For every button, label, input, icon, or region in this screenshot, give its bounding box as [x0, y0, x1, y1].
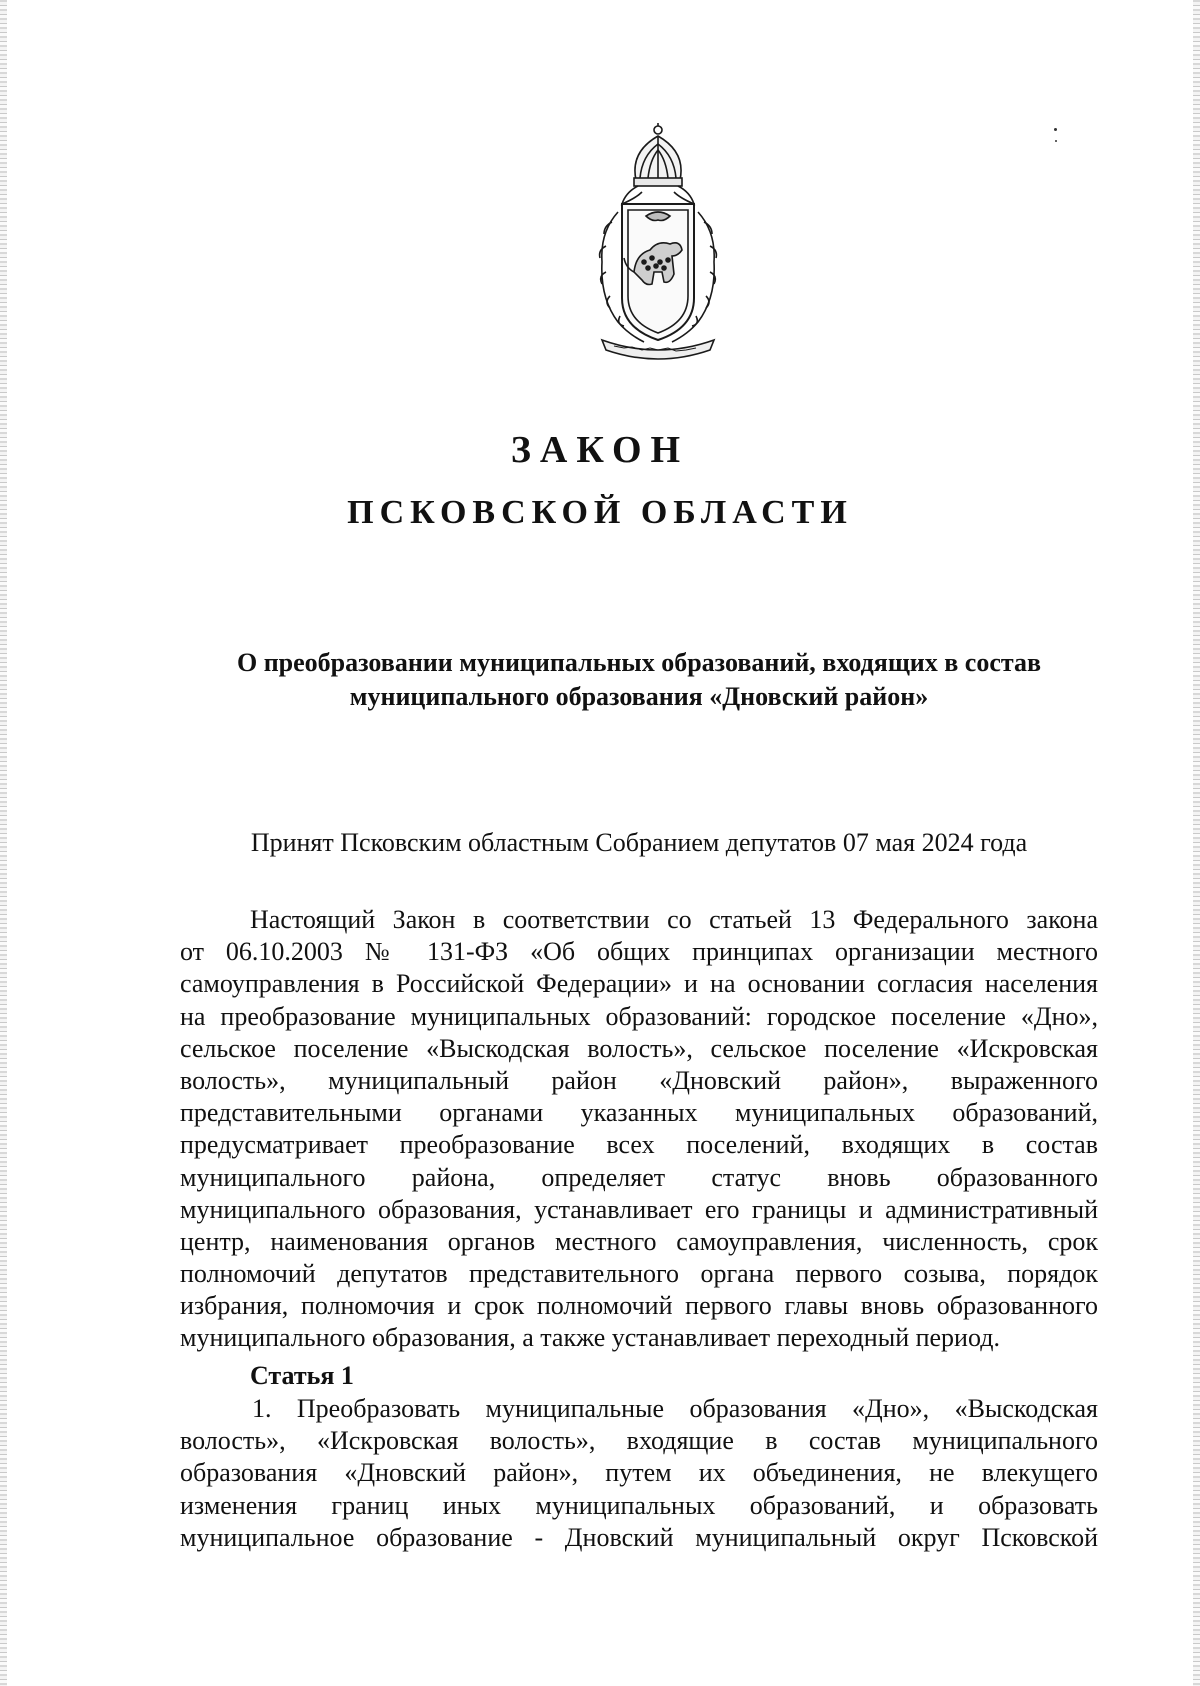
- law-heading: [180, 646, 1098, 714]
- paragraph-line: самоуправления в Российской Федерации» и на основании согласия населения: [180, 969, 1098, 999]
- law-heading-line: О преобразовании муниципальных образований, входящих в состав: [236, 648, 1042, 677]
- paragraph-line: центр, наименования органов местного самоуправления, численность, срок: [180, 1226, 1098, 1256]
- paragraph-line: на преобразование муниципальных образований: городское поселение «Дно»,: [180, 1001, 1098, 1031]
- paragraph-line: муниципального образования, а также устанавливает переходный период.: [180, 1323, 1000, 1353]
- scan-edge-right: [1193, 0, 1200, 1686]
- preamble-paragraph: [180, 904, 1098, 1355]
- paragraph-line: 1. Преобразовать муниципальные образования «Дно», «Выскодская: [252, 1394, 1098, 1423]
- document-title: ЗАКОН: [510, 429, 690, 471]
- article-1-paragraph: [180, 1393, 1098, 1554]
- scan-edge-left: [0, 0, 7, 1686]
- paragraph-line: избрания, полномочия и срок полномочий первого главы вновь образованного: [180, 1291, 1098, 1321]
- scan-speck: [1055, 140, 1057, 142]
- paragraph-line: муниципальное образование - Дновский муниципальный округ Псковской: [180, 1522, 1098, 1552]
- paragraph-line: муниципального района, определяет статус вновь образованного: [180, 1162, 1098, 1192]
- paragraph-line: Настоящий Закон в соответствии со статьей 13 Федерального закона: [250, 905, 1098, 934]
- adoption-note: Принят Псковским областным Собранием депутатов 07 мая 2024 года: [250, 828, 1028, 857]
- paragraph-line: изменения границ иных муниципальных образований, и образовать: [180, 1490, 1098, 1520]
- document-subtitle: ПСКОВСКОЙ ОБЛАСТИ: [347, 494, 853, 531]
- scan-speck: [1054, 128, 1057, 131]
- paragraph-line: муниципального образования, устанавливает его границы и административный: [180, 1194, 1098, 1224]
- coat-of-arms-icon: [578, 122, 738, 360]
- paragraph-line: полномочий депутатов представительного органа первого созыва, порядок: [180, 1259, 1098, 1289]
- paragraph-line: волость», муниципальный район «Дновский район», выраженного: [180, 1065, 1098, 1095]
- law-heading-line: муниципального образования «Дновский район»: [349, 682, 929, 711]
- paragraph-line: образования «Дновский район», путем их объединения, не влекущего: [180, 1458, 1098, 1488]
- paragraph-line: от 06.10.2003 № 131-ФЗ «Об общих принципах организации местного: [180, 937, 1098, 967]
- paragraph-line: представительными органами указанных муниципальных образований,: [180, 1098, 1098, 1128]
- paragraph-line: сельское поселение «Выскодская волость», сельское поселение «Искровская: [180, 1033, 1098, 1063]
- paragraph-line: предусматривает преобразование всех поселений, входящих в состав: [180, 1130, 1098, 1160]
- paragraph-line: волость», «Искровская волость», входящие в состав муниципального: [180, 1426, 1098, 1456]
- article-title: Статья 1: [250, 1361, 354, 1390]
